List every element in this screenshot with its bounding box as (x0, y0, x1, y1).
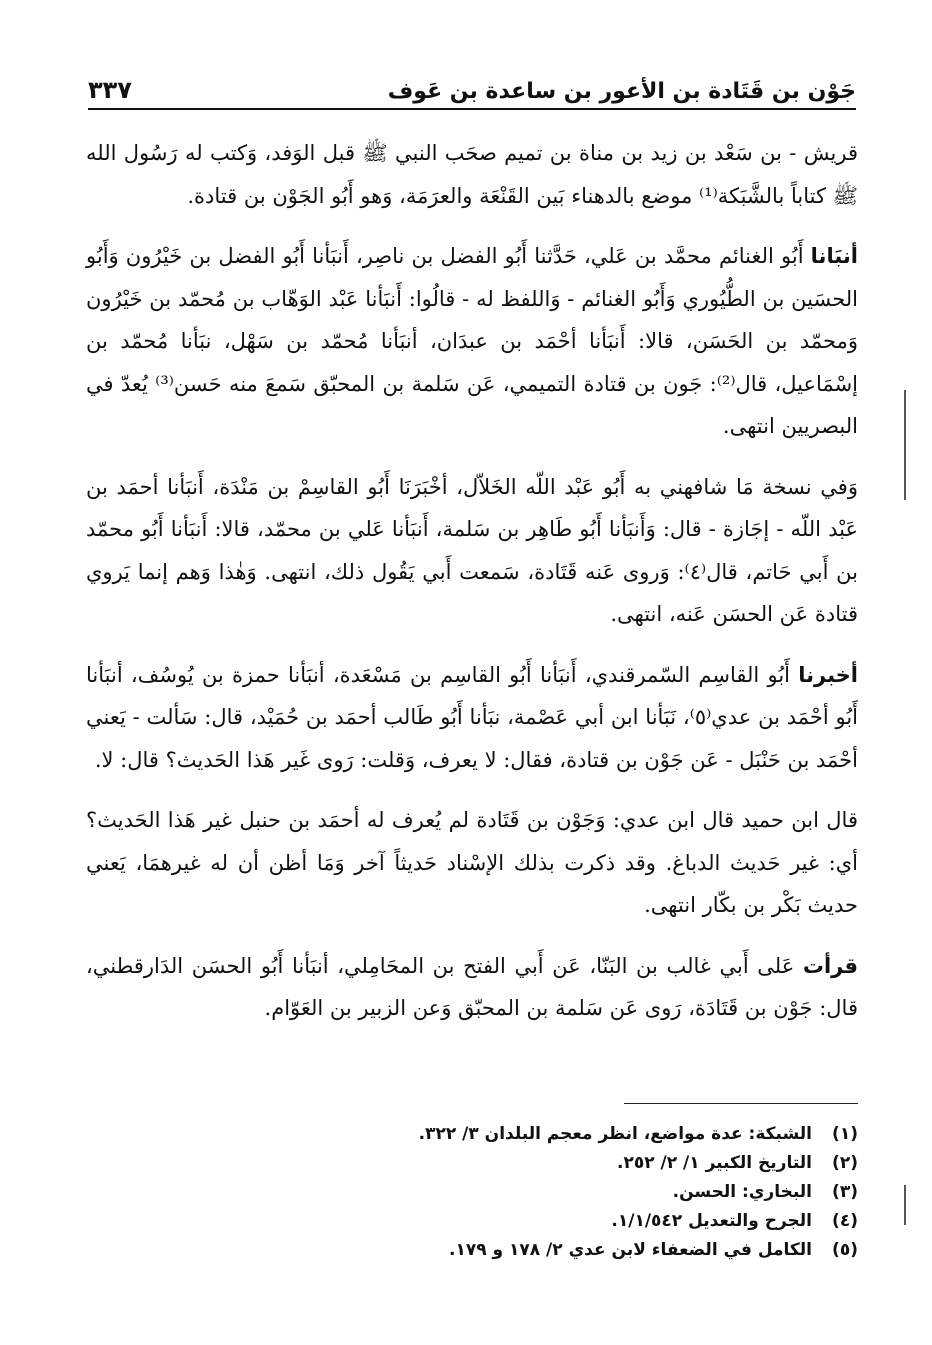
footnote-text: الجرح والتعديل ١/١/٥٤٢. (611, 1211, 812, 1231)
footnote-item (200, 1207, 858, 1236)
paragraph-2 (86, 235, 858, 448)
paragraph-1 (86, 132, 858, 217)
paragraph-text: أَبُو القاسِم السّمرقندي، أَنبَأنا أَبُو القاسِم بن مَسْعَدة، أنبَأنا حمزة بن يُوسُف، أنبَأنا أَبُو أحْمَد بن عدي⁽٥⁾، نَبَأنا ابن أبي عَصْمة، نبَأنا أَبُو طَالب أحمَد بن حُمَيْد، قال: سَألت - يَعني أحْمَد بن حَنْبَل - عَن جَوْن بن قتادة، فقال: لا يعرف، وَقلت: رَوى غَير هَذا الحَديث؟ قال: لا. (86, 662, 858, 772)
footnote-number: (٤) (832, 1211, 858, 1231)
footnote-number: (١) (832, 1124, 858, 1144)
paragraph-text: قريش - بن سَعْد بن زيد بن مناة بن تميم صحَب النبي ﷺ قبل الوَفد، وَكتب له رَسُول الله ﷺ كتاباً بالشَّبَكة⁽¹⁾ موضع بالدهناء بَين القَنْعَة والعرَمَة، وَهو أَبُو الجَوْن بن قتادة. (86, 141, 858, 208)
paragraph-text: وَفي نسخة مَا شافهني به أَبُو عَبْد اللّه الخَلاّل، أخْبَرَنَا أَبُو القاسِمْ بن مَنْدَة، أَنبَأنا أحمَد بن عَبْد اللّه - إجَازة - قال: وَأَنبَأنا أَبُو طَاهِر بن سَلمة، أَنبَأنا عَلي بن محمّد، قالا: أَنبَأنا أَبُو محمّد بن أَبي حَاتم، قال⁽٤⁾: وَروى عَنه قَتَادة، سَمعت أَبي يَقُول ذلك، انتهى. وَهٰذا وَهم إنما يَروي قتادة عَن الحسَن عَنه، انتهى. (86, 474, 858, 626)
paragraph-5 (86, 799, 858, 927)
footnote-text: الشبكة: عدة مواضع، انظر معجم البلدان ٣/ ٣٢٢. (418, 1124, 812, 1144)
paragraph-4 (86, 654, 858, 782)
footnote-item (200, 1178, 858, 1207)
paragraph-lead-word: أنبَانا (810, 244, 858, 268)
footnote-text: البخاري: الحسن. (672, 1182, 812, 1202)
footnotes (200, 1120, 858, 1265)
paragraph-text: قال ابن حميد قال ابن عدي: وَجَوْن بن قَتَادة لم يُعرف له أحمَد بن حنبل غير هَذا الحَديث؟ أي: غير حَديث الدباغ. وقد ذكرت بذلك الإسْناد حَديثاً آخر وَمَا أظن أن له غيرهمَا، يَعني حديث بَكْر بن بكّار انتهى. (86, 808, 858, 917)
footnote-number: (٢) (832, 1153, 858, 1173)
scan-margin-line (904, 390, 906, 500)
footnote-item (200, 1120, 858, 1149)
footnote-item (200, 1236, 858, 1265)
footnote-number: (٣) (832, 1182, 858, 1202)
footnote-text: التاريخ الكبير ١/ ٢/ ٢٥٢. (616, 1153, 812, 1173)
paragraph-text: عَلى أَبي غالب بن البَنّا، عَن أَبي الفتح بن المحَامِلي، أنبَأنا أَبُو الحسَن الدَارقطني، قال: جَوْن بن قَتَادَة، رَوى عَن سَلمة بن المحبّق وَعن الزبير بن العَوّام. (86, 953, 858, 1020)
paragraph-lead-word: قرأت (802, 953, 858, 978)
scan-margin-line (904, 1185, 906, 1225)
page-number: ٣٣٧ (88, 76, 132, 104)
footnote-text: الكامل في الضعفاء لابن عدي ٢/ ١٧٨ و ١٧٩. (448, 1240, 812, 1260)
paragraph-lead-word: أخبرنا (798, 662, 858, 687)
main-text (86, 132, 858, 1048)
footnote-item (200, 1149, 858, 1178)
paragraph-6 (86, 945, 858, 1030)
paragraph-text: أَبُو الغنائم محمَّد بن عَلي، حَدَّثنا أَبُو الفضل بن ناصِر، أَنبَأنا أَبُو الفضل بن خَيْرُون وَأَبُو الحسَين بن الطُّيُوري وَأَبُو الغنائم - وَاللفظ له - قالُوا: أَنبَأنا عَبْد الوَهّاب بن مُحمّد بن خَيْرُون وَمحمّد بن الحَسَن، قالا: أَنبَأنا أحْمَد بن عبدَان، أنبَأنا مُحمّد بن سَهْل، نبَأنا مُحمّد بن إسْمَاعيل، قال⁽²⁾: جَون بن قتادة التميمي، عَن سَلمة بن المحبّق سَمعَ منه حَسن⁽³⁾ يُعدّ في البصريين انتهى. (86, 244, 859, 438)
page-header (88, 62, 856, 110)
running-title: جَوْن بن قَتَادة بن الأعور بن ساعدة بن عَوف (387, 79, 856, 104)
footnote-number: (٥) (832, 1240, 858, 1260)
footnote-separator (624, 1103, 858, 1104)
paragraph-3 (86, 466, 858, 636)
